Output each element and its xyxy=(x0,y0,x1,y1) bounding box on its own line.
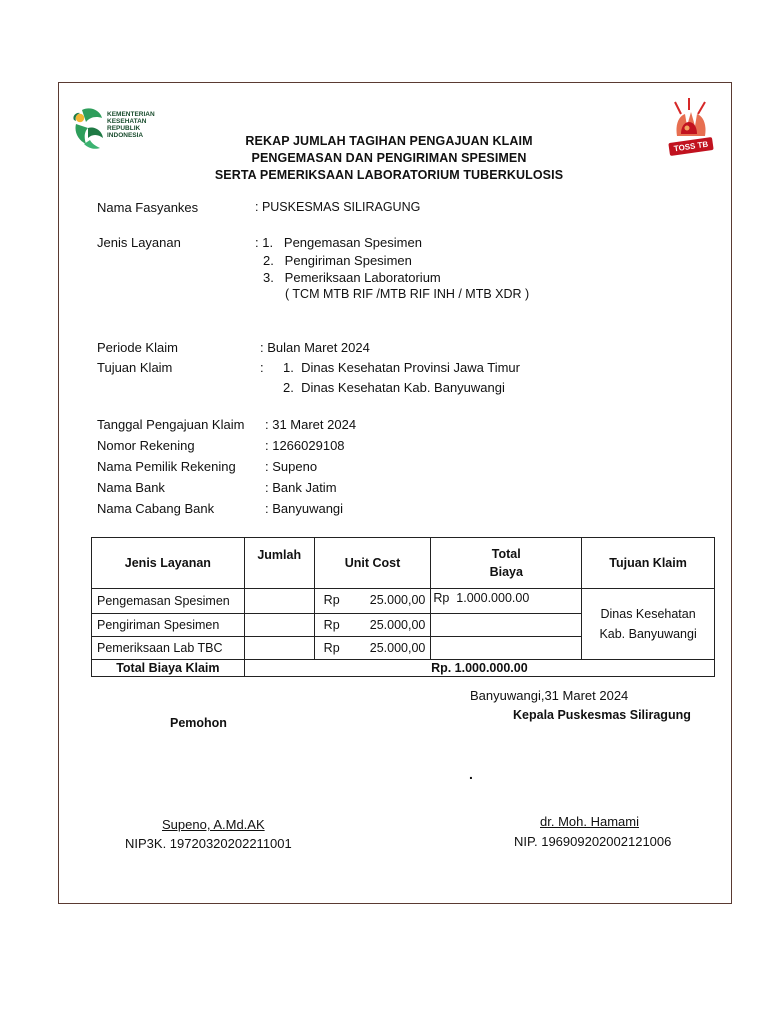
layanan-item-2: 2. Pengiriman Spesimen xyxy=(263,253,412,268)
layanan-note: ( TCM MTB RIF /MTB RIF INH / MTB XDR ) xyxy=(285,287,530,301)
row-layanan: Pengemasan Spesimen xyxy=(92,589,245,614)
kemenkes-logo-icon xyxy=(70,104,106,154)
signature-dot: . xyxy=(469,766,473,782)
layanan-item-3: 3. Pemeriksaan Laboratorium xyxy=(263,270,441,285)
row-jumlah xyxy=(244,589,314,614)
header-unit-cost: Unit Cost xyxy=(314,538,431,589)
header-jenis-layanan: Jenis Layanan xyxy=(92,538,245,589)
place-date: Banyuwangi,31 Maret 2024 xyxy=(470,688,629,703)
pemohon-title: Pemohon xyxy=(170,716,227,730)
tujuan-label: Tujuan Klaim xyxy=(97,360,173,375)
table-total-row xyxy=(92,660,715,677)
cabang-label: Nama Cabang Bank xyxy=(97,501,215,516)
periode-value: : Bulan Maret 2024 xyxy=(260,340,370,355)
tanggal-label: Tanggal Pengajuan Klaim xyxy=(97,417,245,432)
pemohon-name: Supeno, A.Md.AK xyxy=(162,817,265,832)
row-unit-cost xyxy=(314,614,431,637)
row-total xyxy=(431,614,582,637)
row-rp: Rp xyxy=(323,593,340,607)
row-jumlah xyxy=(244,637,314,660)
row-unit-cost-value: 25.000,00 xyxy=(369,593,426,607)
title-line-1: REKAP JUMLAH TAGIHAN PENGAJUAN KLAIM xyxy=(245,134,533,148)
fasyankes-label: Nama Fasyankes xyxy=(97,200,199,215)
table-header-row xyxy=(92,538,715,589)
title-line-3: SERTA PEMERIKSAAN LABORATORIUM TUBERKULOSIS xyxy=(214,168,564,182)
bank-value: : Bank Jatim xyxy=(265,480,337,495)
toss-tb-logo-label: TOSS TB xyxy=(668,137,713,156)
tujuan-colon: : xyxy=(260,360,264,375)
total-value: Rp. 1.000.000.00 xyxy=(244,660,714,677)
periode-label: Periode Klaim xyxy=(97,340,178,355)
row-rp: Rp xyxy=(323,618,340,632)
pemilik-label: Nama Pemilik Rekening xyxy=(97,459,236,474)
row-unit-cost-value: 25.000,00 xyxy=(369,618,426,632)
header-total: Total xyxy=(491,547,521,561)
layanan-item-1: : 1. Pengemasan Spesimen xyxy=(255,235,422,250)
tujuan-klaim-cell xyxy=(582,589,715,660)
row-total: Rp 1.000.000.00 xyxy=(431,589,582,614)
pemohon-nip: NIP3K. 19720320202211001 xyxy=(125,836,292,851)
claims-table xyxy=(91,537,715,677)
tujuan-klaim-line-1: Dinas Kesehatan xyxy=(600,607,696,621)
row-layanan: Pemeriksaan Lab TBC xyxy=(92,637,245,660)
total-label: Total Biaya Klaim xyxy=(92,660,245,677)
header-tujuan-klaim: Tujuan Klaim xyxy=(582,538,715,589)
kepala-title: Kepala Puskesmas Siliragung xyxy=(513,708,691,722)
row-unit-cost xyxy=(314,589,431,614)
tujuan-klaim-line-2: Kab. Banyuwangi xyxy=(599,627,697,641)
header-jumlah: Jumlah xyxy=(244,538,314,589)
layanan-label: Jenis Layanan xyxy=(97,235,181,250)
row-unit-cost-value: 25.000,00 xyxy=(369,641,426,655)
kepala-nip: NIP. 196909202002121006 xyxy=(514,834,672,849)
table-row xyxy=(92,589,715,614)
rekening-label: Nomor Rekening xyxy=(97,438,195,453)
fasyankes-value: : PUSKESMAS SILIRAGUNG xyxy=(255,200,421,214)
rekening-value: : 1266029108 xyxy=(265,438,345,453)
tujuan-item-1: 1. Dinas Kesehatan Provinsi Jawa Timur xyxy=(283,360,520,375)
tanggal-value: : 31 Maret 2024 xyxy=(265,417,357,432)
title-line-2: PENGEMASAN DAN PENGIRIMAN SPESIMEN xyxy=(251,151,527,165)
row-unit-cost xyxy=(314,637,431,660)
tujuan-item-2: 2. Dinas Kesehatan Kab. Banyuwangi xyxy=(283,380,505,395)
header-total-biaya xyxy=(431,538,582,589)
row-jumlah xyxy=(244,614,314,637)
row-layanan: Pengiriman Spesimen xyxy=(92,614,245,637)
kepala-name: dr. Moh. Hamami xyxy=(540,814,639,829)
bank-label: Nama Bank xyxy=(97,480,165,495)
pemilik-value: : Supeno xyxy=(265,459,318,474)
row-total xyxy=(431,637,582,660)
cabang-value: : Banyuwangi xyxy=(265,501,344,516)
row-rp: Rp xyxy=(323,641,340,655)
kemenkes-logo-text: KEMENTERIAN KESEHATAN REPUBLIK INDONESIA xyxy=(107,111,155,139)
header-biaya: Biaya xyxy=(489,565,523,579)
